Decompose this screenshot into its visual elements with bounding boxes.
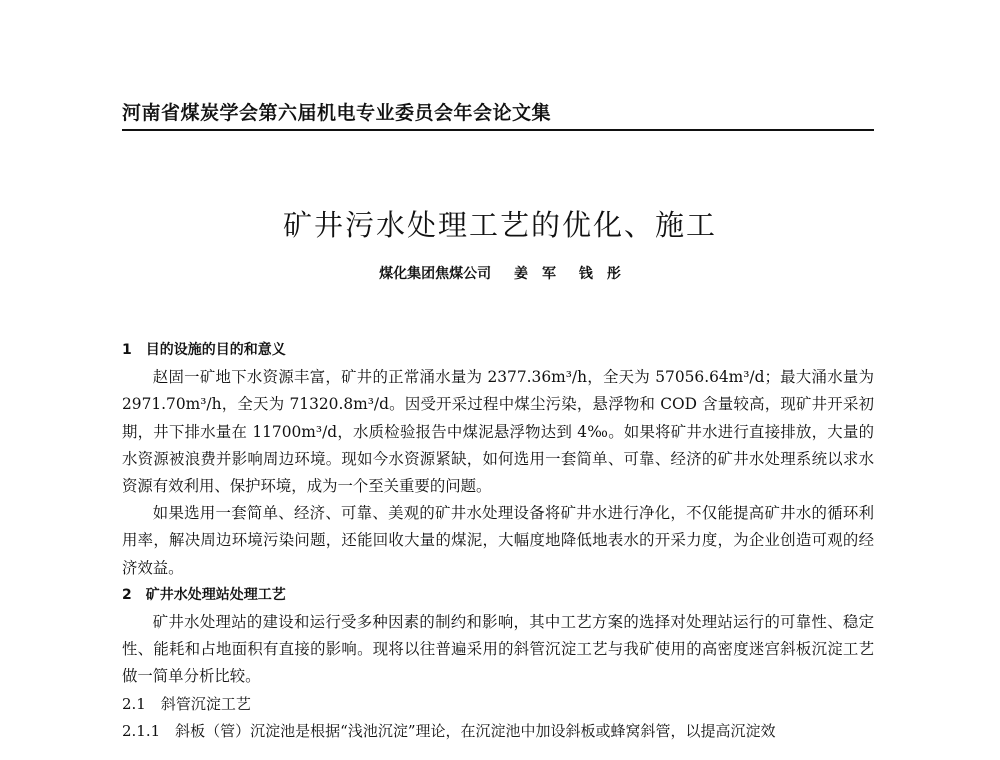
author-name: 姜 军 — [514, 266, 556, 282]
paragraph: 赵固一矿地下水资源丰富，矿井的正常涌水量为 2377.36m³/h，全天为 57056.64m³/d；最大涌水量为 2971.70m³/h，全天为 71320.8m³/d。因受开采过程中煤尘污染，悬浮物和 COD 含量较高，现矿井开采初期，井下排水量在 11700m³/d，水质检验报告中煤泥悬浮物达到 4‰。如果将矿井水进行直接排放，大量的水资源被浪费并影响周边环境。现如今水资源紧缺，如何选用一套简单、可靠、经济的矿井水处理系统以求水资源有效利用、保护环境，成为一个至关重要的问题。 — [122, 368, 874, 496]
paper-title: 矿井污水处理工艺的优化、施工 — [282, 208, 717, 242]
section-heading: 1 目的设施的目的和意义 — [122, 342, 286, 358]
paragraph: 2.1.1 斜板（管）沉淀池是根据“浅池沉淀”理论，在沉淀池中加设斜板或蜂窝斜管，以提高沉淀效 — [122, 721, 776, 740]
paragraph: 矿井水处理站的建设和运行受多种因素的制约和影响，其中工艺方案的选择对处理站运行的可靠性、稳定性、能耗和占地面积有直接的影响。现将以往普遍采用的斜管沉淀工艺与我矿使用的高密度迷宫斜板沉淀工艺做一简单分析比较。 — [122, 613, 874, 686]
section-heading: 2 矿井水处理站处理工艺 — [122, 586, 286, 603]
subsection-heading: 2.1 斜管沉淀工艺 — [122, 694, 251, 713]
body-text — [122, 337, 874, 745]
byline — [0, 263, 1000, 283]
header-rule — [122, 129, 874, 131]
paragraph: 如果选用一套简单、经济、可靠、美观的矿井水处理设备将矿井水进行净化，不仅能提高矿井水的循环利用率，解决周边环境污染问题，还能回收大量的煤泥，大幅度地降低地表水的开采力度，为企业创造可观的经济效益。 — [122, 504, 874, 577]
running-header: 河南省煤炭学会第六届机电专业委员会年会论文集 — [122, 102, 552, 124]
affiliation: 煤化集团焦煤公司 — [379, 266, 492, 282]
author-name: 钱 彤 — [578, 266, 621, 282]
